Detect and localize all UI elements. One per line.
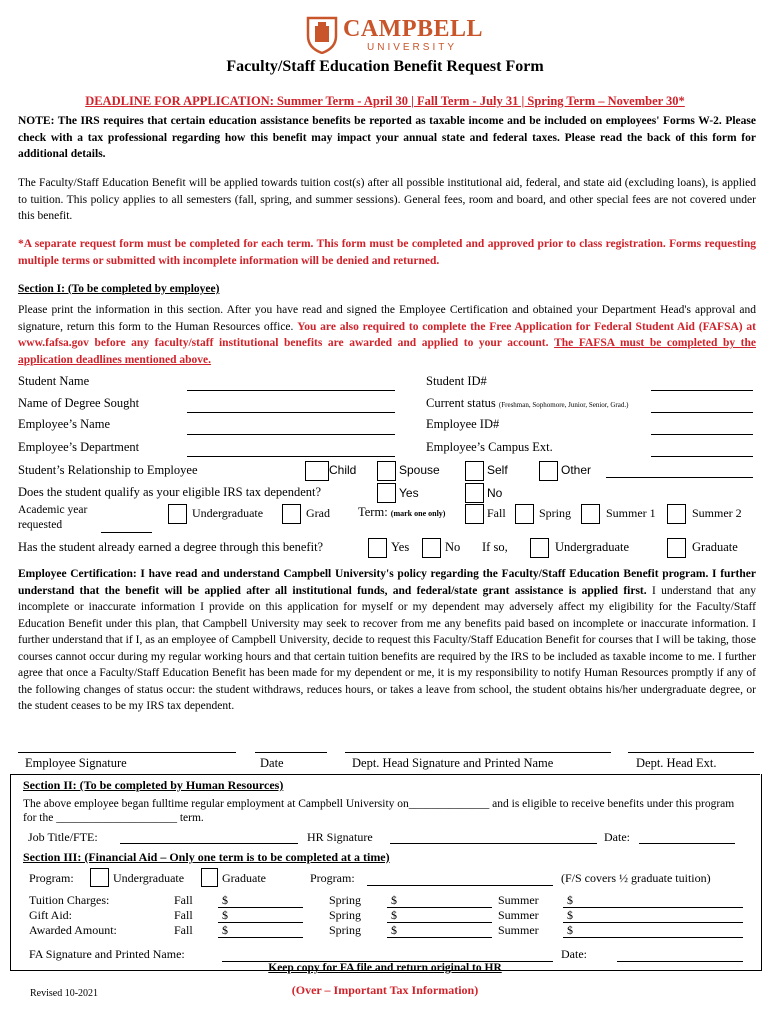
spouse-checkbox[interactable] — [377, 461, 396, 481]
section1-heading: Section I: (To be completed by employee) — [18, 283, 220, 295]
fa-program-label: Program: — [29, 871, 74, 885]
logo-wordmark: CAMPBELL — [343, 16, 484, 42]
employee-signature-field[interactable] — [18, 752, 236, 753]
earned-undergrad-label: Undergraduate — [555, 540, 630, 554]
fall-tuition-field[interactable] — [218, 907, 303, 908]
spring-tuition-field[interactable] — [387, 907, 492, 908]
earned-yes-label: Yes — [391, 540, 410, 554]
revision-date: Revised 10-2021 — [30, 988, 99, 999]
earned-yes-checkbox[interactable] — [368, 538, 387, 558]
fa-signature-label: FA Signature and Printed Name: — [29, 947, 185, 961]
other-checkbox[interactable] — [539, 461, 558, 481]
dependent-yes-checkbox[interactable] — [377, 483, 396, 503]
child-checkbox[interactable] — [305, 461, 329, 481]
section2-heading: Section II: (To be completed by Human Resources) — [23, 778, 284, 792]
spring-dollar-1: $ — [391, 893, 397, 907]
employee-dept-field[interactable] — [187, 456, 395, 457]
employee-id-field[interactable] — [651, 434, 753, 435]
deadline-notice: DEADLINE FOR APPLICATION: Summer Term - April 30 | Fall Term - July 31 | Spring Term – November 30* — [85, 94, 685, 108]
spring-dollar-2: $ — [391, 908, 397, 922]
academic-year-field[interactable] — [101, 532, 152, 533]
spouse-option-label: Spouse — [399, 463, 440, 477]
fa-graduate-label: Graduate — [222, 871, 266, 885]
campbell-logo — [305, 14, 484, 56]
employee-name-label: Employee’s Name — [18, 417, 110, 431]
term-spring-checkbox[interactable] — [515, 504, 534, 524]
certification-bold: Employee Certification: I have read and understand Campbell University's policy regarding the Faculty/Staff Education Benefit program. I further understand that the benefit will be applied after all institutional funds, and federal/state grant assistance is applied first. — [18, 568, 756, 597]
job-title-label: Job Title/FTE: — [28, 830, 98, 844]
student-name-label: Student Name — [18, 374, 90, 388]
section2-text: The above employee began fulltime regular employment at Campbell University on______________ and is eligible to receive benefits under this program for the _____________________ term. — [23, 798, 735, 824]
fall-dollar-3: $ — [222, 923, 228, 937]
fa-program2-label: Program: — [310, 871, 355, 885]
current-status-field[interactable] — [651, 412, 753, 413]
status-hint: (Freshman, Sophomore, Junior, Senior, Grad.) — [498, 401, 629, 409]
undergrad-level-label: Undergraduate — [192, 506, 264, 520]
undergrad-level-checkbox[interactable] — [168, 504, 187, 524]
section1-instructions — [18, 302, 756, 368]
current-status-text: Current status — [426, 396, 496, 410]
self-checkbox[interactable] — [465, 461, 484, 481]
hr-date-label: Date: — [604, 830, 630, 844]
fa-undergrad-label: Undergraduate — [113, 871, 185, 885]
logo-subtitle: UNIVERSITY — [367, 42, 458, 53]
dependent-no-label: No — [487, 486, 503, 500]
fa-undergrad-checkbox[interactable] — [90, 868, 109, 887]
if-so-label: If so, — [482, 540, 508, 554]
fall-gift-field[interactable] — [218, 922, 303, 923]
fall-label-1: Fall — [174, 893, 193, 907]
dependent-question: Does the student qualify as your eligible IRS tax dependent? — [18, 485, 322, 499]
benefit-intro: The Faculty/Staff Education Benefit will be applied towards tuition cost(s) after all possible institutional aid, federal, and state aid (excluding loans), is applied to tuition. This policy applies to all semesters (fall, spring, and summer sessions). General fees, room and board, and other special fees are not covered under this benefit. — [18, 177, 756, 222]
earned-no-label: No — [445, 540, 461, 554]
fall-label-2: Fall — [174, 908, 193, 922]
earned-no-checkbox[interactable] — [422, 538, 441, 558]
current-status-label — [426, 396, 628, 411]
dept-head-ext-field[interactable] — [628, 752, 754, 753]
self-option-label: Self — [487, 463, 508, 477]
summer-label-3: Summer — [498, 923, 539, 937]
employee-certification — [18, 566, 756, 715]
term-summer1-checkbox[interactable] — [581, 504, 600, 524]
spring-label-2: Spring — [329, 908, 362, 922]
dept-head-signature-field[interactable] — [345, 752, 611, 753]
term-fall-checkbox[interactable] — [465, 504, 484, 524]
fs-covers-note: (F/S covers ½ graduate tuition) — [561, 871, 711, 885]
relationship-label: Student’s Relationship to Employee — [18, 463, 198, 477]
employee-id-label: Employee ID# — [426, 417, 500, 431]
student-id-label: Student ID# — [426, 374, 487, 388]
certification-text: I understand that any incomplete or inaccurate information I provide on this application for myself or my dependent may adversely affect my eligibility for the Faculty/Staff Education Benefit under this plan, that Campbell University may seek to recover from me any benefits paid based on incomplete or inaccurate information. I further understand that if I, as an employee of Campbell University, decide to request this Faculty/Staff Education Benefit for courses that I will be taking, those courses cannot occur during my regular working hours and that certain tuition benefits are required by the IRS to be included as taxable income to me. I further agree that once a Faculty/Staff Education Benefit has been made for my dependent or me, it is my responsibility to notify Human Resources promptly if any of the following changes of status occur: the student withdraws, reduces hours, or takes a leave from school, the student obtains his/her undergraduate degree, or the student ceases to be my IRS tax dependent. — [18, 584, 757, 712]
fall-dollar-1: $ — [222, 893, 228, 907]
fa-date-label: Date: — [561, 947, 587, 961]
term-spring-label: Spring — [539, 506, 572, 520]
summer-dollar-3: $ — [567, 923, 573, 937]
job-title-field[interactable] — [120, 843, 298, 844]
hr-date-field[interactable] — [639, 843, 735, 844]
separate-form-warning: *A separate request form must be completed for each term. This form must be completed and approved prior to class registration. Forms requesting multiple terms or submitted with incomplete information will be denied and returned. — [18, 238, 756, 267]
summer-gift-field[interactable] — [563, 922, 743, 923]
summer-dollar-1: $ — [567, 893, 573, 907]
spring-dollar-3: $ — [391, 923, 397, 937]
campus-ext-label: Employee’s Campus Ext. — [426, 440, 553, 454]
tax-note: NOTE: The IRS requires that certain education assistance benefits be reported as taxable income and be included on employees' Forms W-2. Please check with a tax professional regarding how this benefit may impact your annual state and federal taxes. Please read the back of this form for additional details. — [18, 115, 756, 160]
earned-graduate-checkbox[interactable] — [667, 538, 686, 558]
child-option-label: Child — [329, 463, 357, 477]
summer-awarded-field[interactable] — [563, 937, 743, 938]
mark-one-hint: (mark one only) — [390, 509, 446, 518]
campbell-crest-icon — [305, 14, 339, 54]
fafsa-deadline: The FAFSA must be completed by the application deadlines mentioned above. — [18, 337, 757, 366]
term-summer2-checkbox[interactable] — [667, 504, 686, 524]
dependent-yes-label: Yes — [399, 486, 419, 500]
over-notice: (Over – Important Tax Information) — [291, 983, 479, 997]
spring-gift-field[interactable] — [387, 922, 492, 923]
date-label: Date — [260, 756, 284, 770]
employee-dept-label: Employee’s Department — [18, 440, 140, 454]
form-title: Faculty/Staff Education Benefit Request Form — [226, 58, 544, 75]
dependent-no-checkbox[interactable] — [465, 483, 484, 503]
hr-signature-label: HR Signature — [307, 830, 373, 844]
dept-head-signature-label: Dept. Head Signature and Printed Name — [352, 756, 554, 770]
summer-tuition-field[interactable] — [563, 907, 743, 908]
earned-degree-question: Has the student already earned a degree through this benefit? — [18, 540, 324, 554]
keep-copy-note: Keep copy for FA file and return original to HR — [268, 962, 502, 974]
awarded-amount-label: Awarded Amount: — [29, 923, 117, 937]
term-summer2-label: Summer 2 — [692, 506, 742, 520]
grad-level-checkbox[interactable] — [282, 504, 301, 524]
fall-label-3: Fall — [174, 923, 193, 937]
gift-aid-label: Gift Aid: — [29, 908, 73, 922]
employee-date-field[interactable] — [255, 752, 327, 753]
summer-label-2: Summer — [498, 908, 539, 922]
term-fall-label: Fall — [487, 506, 506, 520]
employee-signature-label: Employee Signature — [25, 756, 127, 770]
degree-field[interactable] — [187, 412, 395, 413]
grad-level-label: Grad — [306, 506, 330, 520]
other-option-label: Other — [561, 463, 592, 477]
term-label — [358, 505, 445, 520]
academic-year-label: Academic year — [18, 504, 88, 516]
fa-program-field[interactable] — [367, 885, 553, 886]
student-id-field[interactable] — [651, 390, 753, 391]
student-name-field[interactable] — [187, 390, 395, 391]
section3-heading: Section III: (Financial Aid – Only one term is to be completed at a time) — [23, 850, 390, 864]
employee-name-field[interactable] — [187, 434, 395, 435]
spring-awarded-field[interactable] — [387, 937, 492, 938]
requested-label: requested — [18, 519, 63, 531]
campus-ext-field[interactable] — [651, 456, 753, 457]
degree-label: Name of Degree Sought — [18, 396, 140, 410]
term-text: Term: — [358, 505, 388, 519]
summer-label-1: Summer — [498, 893, 539, 907]
other-relationship-field[interactable] — [606, 477, 753, 478]
earned-graduate-label: Graduate — [692, 540, 738, 554]
earned-undergrad-checkbox[interactable] — [530, 538, 549, 558]
term-summer1-label: Summer 1 — [606, 506, 656, 520]
hr-signature-field[interactable] — [390, 843, 597, 844]
tuition-charges-label: Tuition Charges: — [29, 893, 110, 907]
fall-awarded-field[interactable] — [218, 937, 303, 938]
fall-dollar-2: $ — [222, 908, 228, 922]
fa-graduate-checkbox[interactable] — [201, 868, 218, 887]
dept-head-ext-label: Dept. Head Ext. — [636, 756, 717, 770]
fafsa-requirement: You are also required to complete the Free Application for Federal Student Aid (FAFSA) at www.fafsa.gov before any faculty/staff institutional benefits are awarded and applied to your account. — [18, 320, 756, 349]
summer-dollar-2: $ — [567, 908, 573, 922]
spring-label-3: Spring — [329, 923, 362, 937]
section1-instructions-text: Please print the information in this section. After you have read and signed the Employee Certification and obtained your Department Head's approval and signature, return this form to the Human Resources office. — [18, 304, 756, 333]
spring-label-1: Spring — [329, 893, 362, 907]
